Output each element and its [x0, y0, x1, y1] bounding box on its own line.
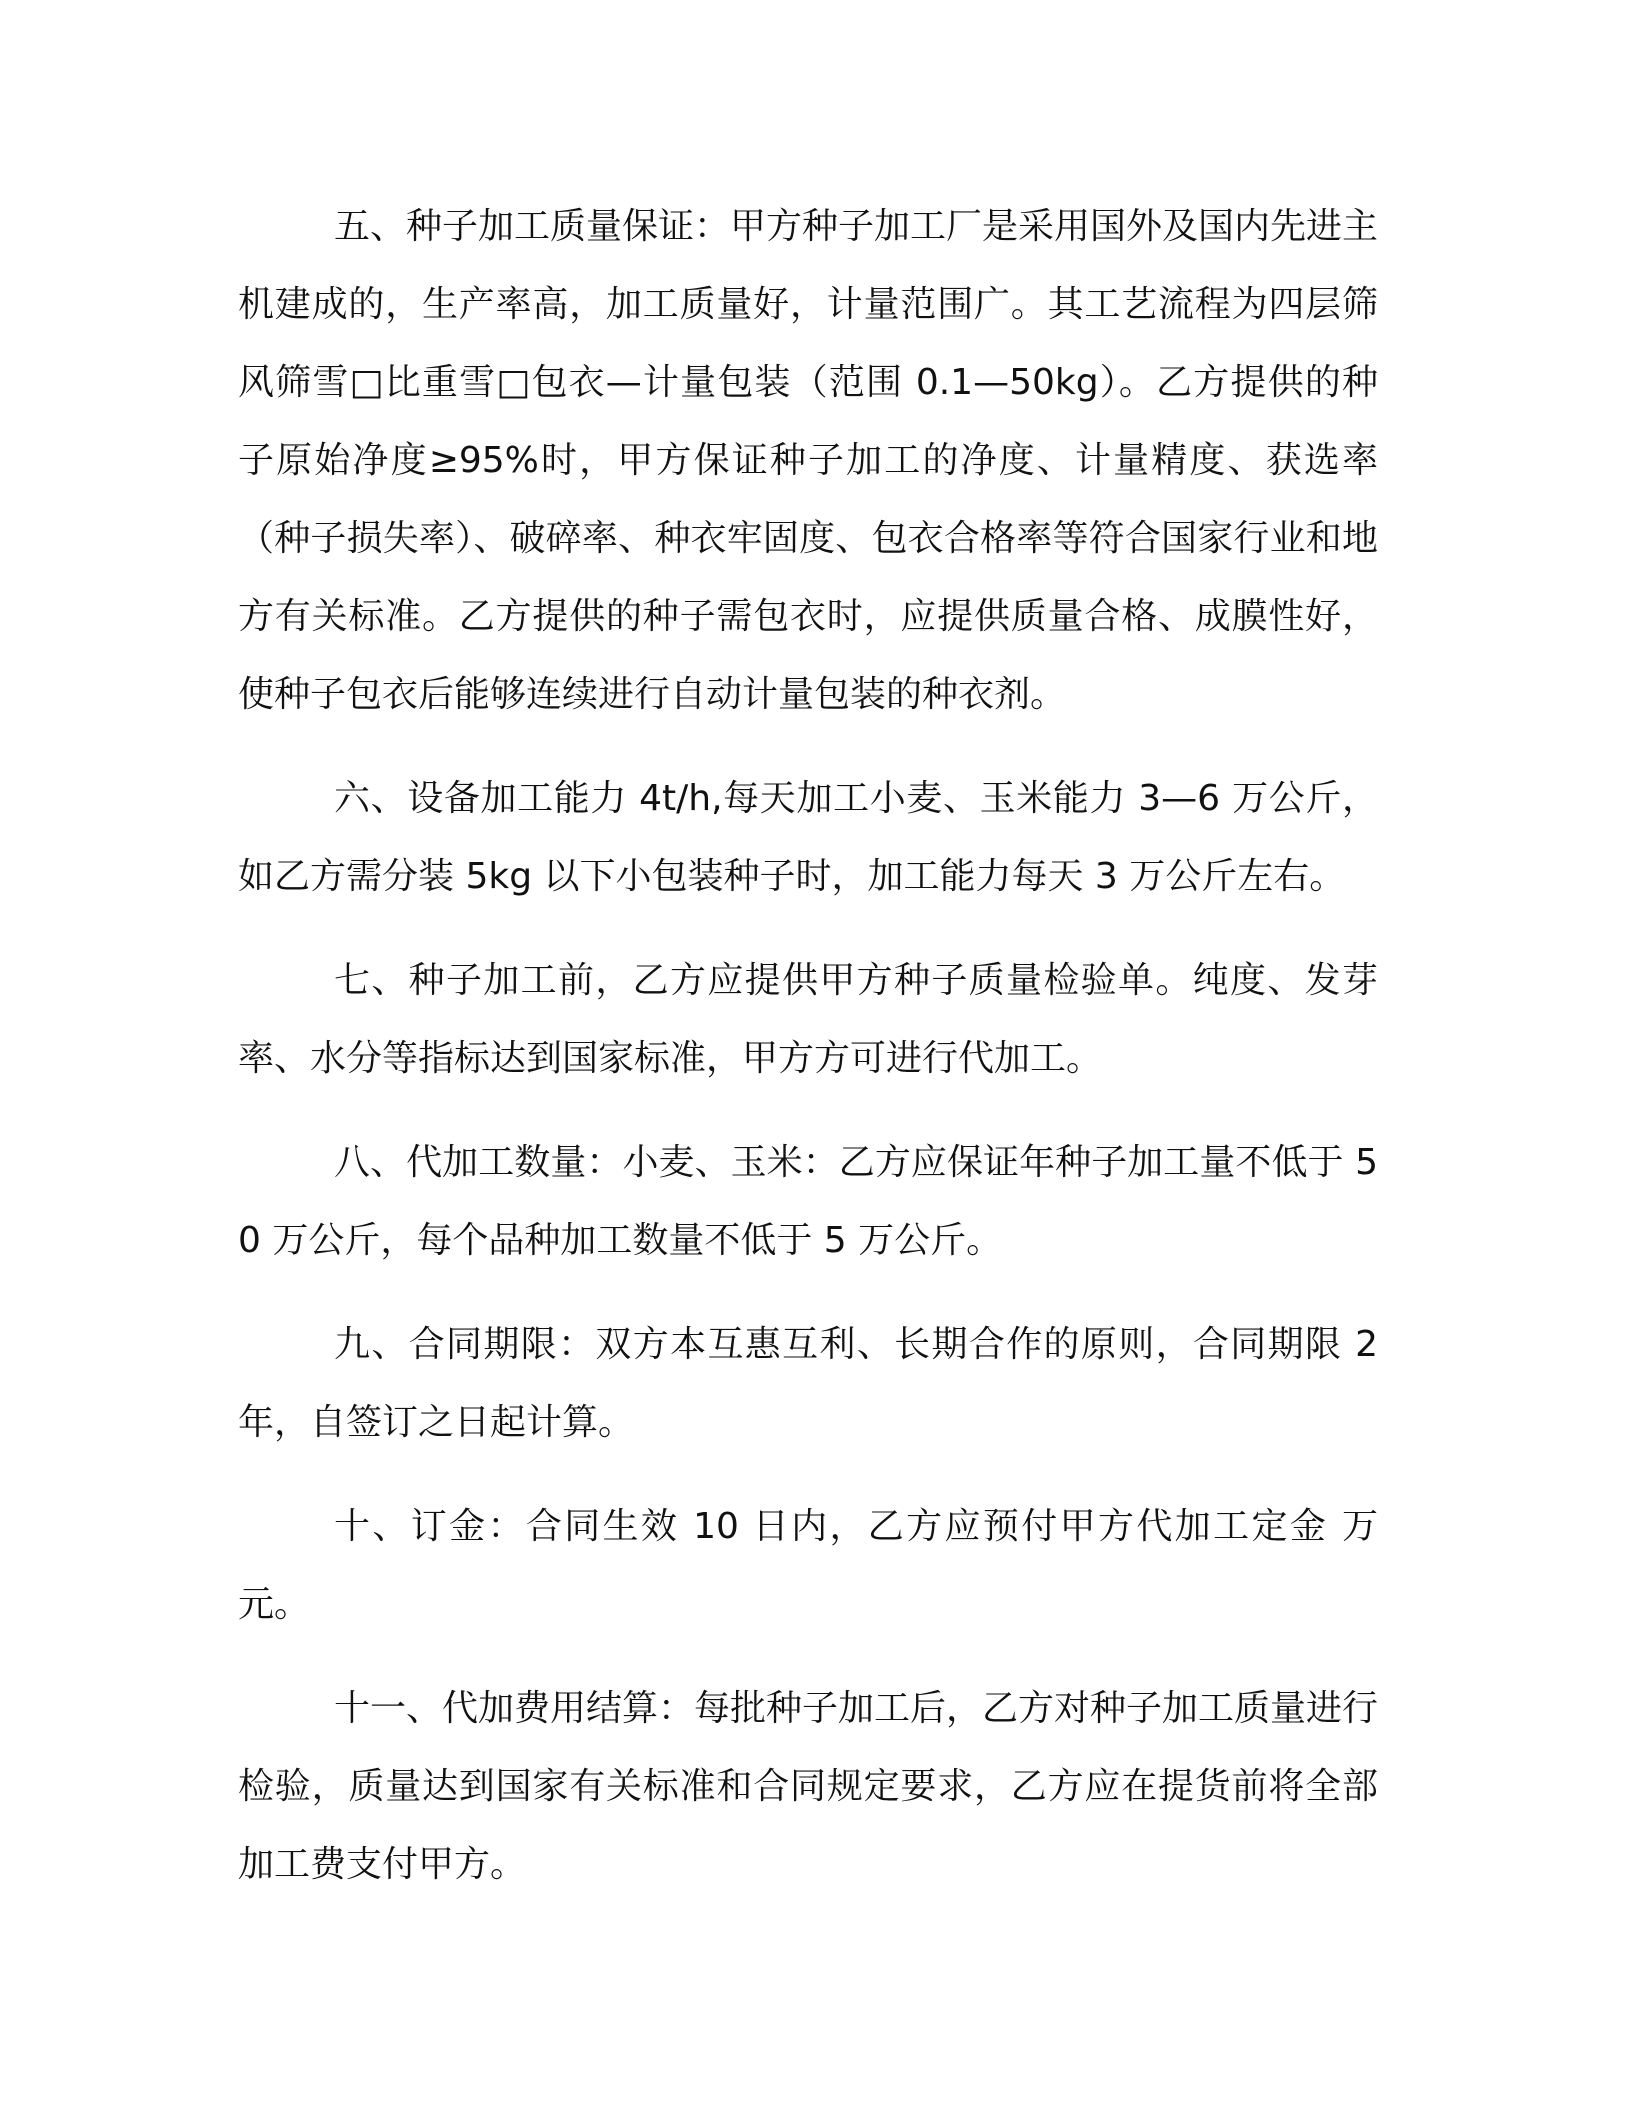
document-body [238, 188, 1378, 1930]
paragraph-clause-7: 七、种子加工前，乙方应提供甲方种子质量检验单。纯度、发芽率、水分等指标达到国家标准，甲方方可进行代加工。 [238, 960, 1378, 1079]
paragraph-clause-10: 十、订金：合同生效 10 日内，乙方应预付甲方代加工定金 万元。 [238, 1506, 1378, 1625]
paragraph-clause-11: 十一、代加费用结算：每批种子加工后，乙方对种子加工质量进行检验，质量达到国家有关标准和合同规定要求，乙方应在提货前将全部加工费支付甲方。 [238, 1688, 1379, 1885]
paragraph-clause-8: 八、代加工数量：小麦、玉米：乙方应保证年种子加工量不低于 50 万公斤，每个品种加工数量不低于 5 万公斤。 [238, 1142, 1378, 1261]
paragraph-clause-9: 九、合同期限：双方本互惠互利、长期合作的原则，合同期限 2 年，自签订之日起计算。 [238, 1324, 1378, 1443]
paragraph-clause-5: 五、种子加工质量保证：甲方种子加工厂是采用国外及国内先进主机建成的，生产率高，加工质量好，计量范围广。其工艺流程为四层筛风筛雪□比重雪□包衣—计量包装（范围 0.1—50kg）。乙方提供的种子原始净度≥95%时，甲方保证种子加工的净度、计量精度、获选率（种子损失率）、破碎率、种衣牢固度、包衣合格率等符合国家行业和地方有关标准。乙方提供的种子需包衣时，应提供质量合格、成膜性好，使种子包衣后能够连续进行自动计量包装的种衣剂。 [238, 206, 1379, 715]
paragraph-clause-6: 六、设备加工能力 4t/h,每天加工小麦、玉米能力 3—6 万公斤，如乙方需分装 5kg 以下小包装种子时，加工能力每天 3 万公斤左右。 [238, 778, 1378, 897]
